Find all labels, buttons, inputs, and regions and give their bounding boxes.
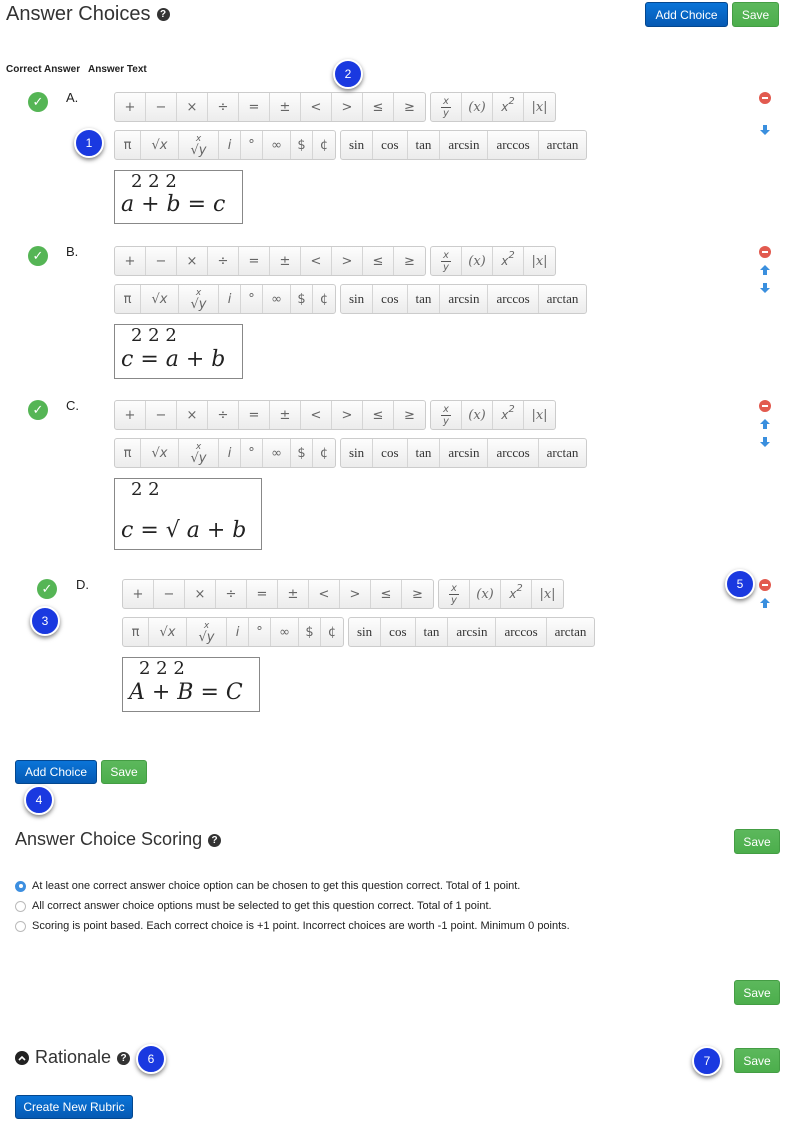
- infinity-button[interactable]: ∞: [263, 131, 291, 159]
- answer-text-input[interactable]: [122, 657, 260, 712]
- math-toolbar-row1: [114, 92, 556, 122]
- help-icon[interactable]: ?: [157, 8, 170, 21]
- function-button[interactable]: tan: [408, 439, 441, 467]
- dollar-button[interactable]: $: [291, 131, 313, 159]
- dollar-button[interactable]: $: [291, 439, 313, 467]
- function-button[interactable]: tan: [408, 131, 441, 159]
- function-button[interactable]: tan: [408, 285, 441, 313]
- frac-bottom: y: [443, 107, 449, 119]
- operator-button[interactable]: =: [239, 93, 270, 121]
- page-title-text: Answer Choices: [6, 3, 151, 25]
- root-index: x: [195, 288, 202, 298]
- frac-bottom: y: [443, 415, 449, 427]
- root-index: x: [195, 442, 202, 452]
- nth-root-button[interactable]: [179, 439, 219, 467]
- operator-button[interactable]: −: [146, 93, 177, 121]
- sqrt-button[interactable]: √x: [141, 285, 179, 313]
- pi-button[interactable]: π: [115, 131, 141, 159]
- sqrt-button[interactable]: √x: [149, 618, 187, 646]
- column-header-correct: Correct Answer: [6, 64, 81, 75]
- absolute-value-button[interactable]: |x|: [531, 407, 548, 423]
- remove-choice-icon[interactable]: [759, 400, 771, 412]
- move-up-icon[interactable]: [759, 597, 771, 609]
- function-button[interactable]: sin: [341, 439, 373, 467]
- function-button[interactable]: arccos: [496, 618, 546, 646]
- fraction-button[interactable]: [431, 93, 462, 121]
- save-button-bottom[interactable]: Save: [101, 760, 147, 784]
- frac-bottom: y: [451, 594, 457, 606]
- scoring-option-label: Scoring is point based. Each correct choice is +1 point. Incorrect choices are worth -1 point. Minimum 0 points.: [32, 920, 570, 932]
- move-up-icon[interactable]: [759, 264, 771, 276]
- function-button[interactable]: arctan: [546, 137, 579, 152]
- fraction-button[interactable]: [439, 580, 470, 608]
- pow-base: x: [501, 254, 509, 268]
- save-button-top[interactable]: Save: [732, 2, 779, 27]
- power-button[interactable]: [493, 247, 524, 275]
- superscripts: 2 2 2: [139, 658, 185, 679]
- infinity-button[interactable]: ∞: [271, 618, 299, 646]
- math-toolbar-row1: [114, 246, 556, 276]
- function-button[interactable]: arctan: [554, 624, 587, 639]
- function-button[interactable]: arccos: [488, 439, 538, 467]
- remove-choice-icon[interactable]: [759, 92, 771, 104]
- function-group: [340, 284, 587, 314]
- operator-button[interactable]: <: [301, 93, 332, 121]
- pow-base: x: [509, 587, 517, 601]
- radio-unselected[interactable]: [15, 921, 26, 932]
- operator-button[interactable]: ±: [270, 93, 301, 121]
- imaginary-button[interactable]: i: [227, 618, 249, 646]
- pow-base: x: [501, 408, 509, 422]
- operator-button[interactable]: ×: [185, 580, 216, 608]
- function-group: [340, 130, 587, 160]
- answer-expression: c = √ a + b: [121, 518, 247, 543]
- math-toolbar-row2: [114, 130, 587, 160]
- math-toolbar-row2: [122, 617, 595, 647]
- function-button[interactable]: cos: [373, 131, 407, 159]
- operator-button[interactable]: ≥: [404, 99, 415, 115]
- rationale-save-button[interactable]: Save: [734, 1048, 780, 1073]
- superscripts: 2 2: [131, 479, 160, 500]
- format-group: [430, 92, 556, 122]
- operator-button[interactable]: ±: [270, 247, 301, 275]
- dollar-button[interactable]: $: [299, 618, 321, 646]
- scoring-option-3[interactable]: [15, 920, 570, 932]
- radio-selected[interactable]: [15, 881, 26, 892]
- callout-badge-3: 3: [30, 606, 60, 636]
- math-toolbar-row2: [114, 284, 587, 314]
- page-title: [6, 3, 170, 26]
- cent-button[interactable]: ¢: [319, 137, 329, 153]
- correct-answer-check-icon[interactable]: ✓: [28, 400, 48, 420]
- scoring-option-2[interactable]: [15, 900, 492, 912]
- pi-button[interactable]: π: [115, 285, 141, 313]
- operator-button[interactable]: +: [123, 580, 154, 608]
- root-body: √y: [198, 630, 215, 645]
- add-choice-button-top[interactable]: Add Choice: [645, 2, 728, 27]
- absolute-value-button[interactable]: |x|: [531, 99, 548, 115]
- pow-exp: 2: [516, 583, 523, 594]
- scoring-option-label: All correct answer choice options must be selected to get this question correct. Total of 1 point.: [32, 900, 492, 912]
- parenthesis-button[interactable]: (x): [462, 93, 493, 121]
- symbol-group: [122, 617, 344, 647]
- power-button[interactable]: [493, 93, 524, 121]
- pi-button[interactable]: π: [115, 439, 141, 467]
- scoring-save-button[interactable]: Save: [734, 829, 780, 854]
- operator-button[interactable]: <: [301, 401, 332, 429]
- scoring-save-button-2[interactable]: Save: [734, 980, 780, 1005]
- dollar-button[interactable]: $: [291, 285, 313, 313]
- degree-button[interactable]: °: [241, 131, 263, 159]
- function-button[interactable]: sin: [341, 285, 373, 313]
- root-body: √y: [190, 143, 207, 158]
- infinity-button[interactable]: ∞: [263, 285, 291, 313]
- operator-button[interactable]: ≥: [404, 407, 415, 423]
- rationale-help-icon[interactable]: ?: [117, 1052, 130, 1065]
- nth-root-button[interactable]: [179, 131, 219, 159]
- operator-button[interactable]: −: [154, 580, 185, 608]
- remove-choice-icon[interactable]: [759, 246, 771, 258]
- superscripts: 2 2 2: [131, 171, 177, 192]
- function-group: [348, 617, 595, 647]
- pow-exp: 2: [508, 96, 515, 107]
- callout-badge-6: 6: [136, 1044, 166, 1074]
- pow-base: x: [501, 100, 509, 114]
- remove-choice-icon[interactable]: [759, 579, 771, 591]
- operator-button[interactable]: ÷: [208, 93, 239, 121]
- parenthesis-button[interactable]: (x): [462, 401, 493, 429]
- operator-button[interactable]: ≤: [371, 580, 402, 608]
- math-toolbar-row2: [114, 438, 587, 468]
- operator-button[interactable]: ±: [270, 401, 301, 429]
- absolute-value-button[interactable]: |x|: [531, 253, 548, 269]
- choice-letter: D.: [76, 577, 89, 592]
- function-button[interactable]: sin: [341, 131, 373, 159]
- callout-badge-4: 4: [24, 785, 54, 815]
- frac-top: x: [451, 582, 457, 594]
- answer-expression: a + b = c: [121, 192, 226, 217]
- math-toolbar-row1: [122, 579, 564, 609]
- operator-button[interactable]: ≤: [363, 247, 394, 275]
- operator-button[interactable]: >: [332, 93, 363, 121]
- nth-root-button[interactable]: [179, 285, 219, 313]
- operator-button[interactable]: ÷: [208, 401, 239, 429]
- operator-button[interactable]: ×: [177, 93, 208, 121]
- frac-bottom: y: [443, 261, 449, 273]
- answer-text-input[interactable]: [114, 170, 243, 224]
- operator-button[interactable]: ×: [177, 401, 208, 429]
- operator-button[interactable]: +: [115, 247, 146, 275]
- choice-letter: C.: [66, 398, 79, 413]
- correct-answer-check-icon[interactable]: ✓: [28, 246, 48, 266]
- function-group: [340, 438, 587, 468]
- fraction-button[interactable]: [431, 247, 462, 275]
- create-rubric-button[interactable]: Create New Rubric: [15, 1095, 133, 1119]
- format-group: [438, 579, 564, 609]
- function-button[interactable]: sin: [349, 618, 381, 646]
- cent-button[interactable]: ¢: [319, 291, 329, 307]
- scoring-option-1[interactable]: [15, 880, 520, 892]
- operator-button[interactable]: ±: [278, 580, 309, 608]
- sqrt-button[interactable]: √x: [141, 439, 179, 467]
- operator-button[interactable]: +: [115, 93, 146, 121]
- scoring-title-text: Answer Choice Scoring: [15, 829, 203, 849]
- callout-badge-7: 7: [692, 1046, 722, 1076]
- function-button[interactable]: cos: [373, 285, 407, 313]
- symbol-group: [114, 438, 336, 468]
- format-group: [430, 400, 556, 430]
- cent-button[interactable]: ¢: [327, 624, 337, 640]
- root-index: x: [195, 134, 202, 144]
- degree-button[interactable]: °: [249, 618, 271, 646]
- frac-top: x: [443, 249, 449, 261]
- function-button[interactable]: tan: [416, 618, 449, 646]
- operator-button[interactable]: ÷: [208, 247, 239, 275]
- function-button[interactable]: arccos: [488, 131, 538, 159]
- pow-exp: 2: [508, 404, 515, 415]
- operator-button[interactable]: >: [332, 401, 363, 429]
- function-button[interactable]: arcsin: [448, 618, 496, 646]
- operator-button[interactable]: ≥: [404, 253, 415, 269]
- function-button[interactable]: arcsin: [440, 131, 488, 159]
- answer-text-input[interactable]: [114, 324, 243, 379]
- move-up-icon[interactable]: [759, 418, 771, 430]
- callout-badge-5: 5: [725, 569, 755, 599]
- move-down-icon[interactable]: [759, 282, 771, 294]
- function-button[interactable]: cos: [373, 439, 407, 467]
- operator-button[interactable]: <: [301, 247, 332, 275]
- operator-group: [122, 579, 434, 609]
- frac-top: x: [443, 403, 449, 415]
- cent-button[interactable]: ¢: [319, 445, 329, 461]
- function-button[interactable]: arcsin: [440, 285, 488, 313]
- symbol-group: [114, 130, 336, 160]
- chevron-up-icon[interactable]: [15, 1051, 29, 1065]
- imaginary-button[interactable]: i: [219, 285, 241, 313]
- operator-group: [114, 92, 426, 122]
- format-group: [430, 246, 556, 276]
- scoring-help-icon[interactable]: ?: [208, 834, 221, 847]
- scoring-title: [15, 829, 221, 850]
- degree-button[interactable]: °: [241, 285, 263, 313]
- absolute-value-button[interactable]: |x|: [539, 586, 556, 602]
- power-button[interactable]: [493, 401, 524, 429]
- operator-button[interactable]: −: [146, 401, 177, 429]
- operator-button[interactable]: ≤: [363, 93, 394, 121]
- symbol-group: [114, 284, 336, 314]
- rationale-header[interactable]: [15, 1047, 130, 1068]
- parenthesis-button[interactable]: (x): [462, 247, 493, 275]
- root-body: √y: [190, 297, 207, 312]
- operator-button[interactable]: +: [115, 401, 146, 429]
- callout-badge-2: 2: [333, 59, 363, 89]
- operator-button[interactable]: −: [146, 247, 177, 275]
- move-down-icon[interactable]: [759, 124, 771, 136]
- operator-button[interactable]: =: [239, 247, 270, 275]
- infinity-button[interactable]: ∞: [263, 439, 291, 467]
- correct-answer-check-icon[interactable]: ✓: [28, 92, 48, 112]
- operator-button[interactable]: <: [309, 580, 340, 608]
- power-button[interactable]: [501, 580, 532, 608]
- operator-button[interactable]: ≤: [363, 401, 394, 429]
- correct-answer-check-icon[interactable]: ✓: [37, 579, 57, 599]
- move-down-icon[interactable]: [759, 436, 771, 448]
- fraction-button[interactable]: [431, 401, 462, 429]
- pi-button[interactable]: π: [123, 618, 149, 646]
- function-button[interactable]: cos: [381, 618, 415, 646]
- function-button[interactable]: arcsin: [440, 439, 488, 467]
- operator-button[interactable]: >: [332, 247, 363, 275]
- parenthesis-button[interactable]: (x): [470, 580, 501, 608]
- root-body: √y: [190, 451, 207, 466]
- answer-expression: c = a + b: [121, 347, 226, 372]
- root-index: x: [203, 621, 210, 631]
- operator-group: [114, 400, 426, 430]
- pow-exp: 2: [508, 250, 515, 261]
- imaginary-button[interactable]: i: [219, 131, 241, 159]
- answer-expression: A + B = C: [129, 680, 243, 705]
- operator-button[interactable]: >: [340, 580, 371, 608]
- callout-badge-1: 1: [74, 128, 104, 158]
- operator-button[interactable]: ×: [177, 247, 208, 275]
- choice-letter: A.: [66, 90, 79, 105]
- sqrt-button[interactable]: √x: [141, 131, 179, 159]
- operator-button[interactable]: =: [247, 580, 278, 608]
- operator-button[interactable]: =: [239, 401, 270, 429]
- choice-letter: B.: [66, 244, 79, 259]
- operator-button[interactable]: ÷: [216, 580, 247, 608]
- operator-button[interactable]: ≥: [412, 586, 423, 602]
- rationale-title: Rationale: [35, 1047, 112, 1067]
- function-button[interactable]: arctan: [546, 291, 579, 306]
- imaginary-button[interactable]: i: [219, 439, 241, 467]
- function-button[interactable]: arccos: [488, 285, 538, 313]
- column-header-text: Answer Text: [88, 64, 147, 75]
- function-button[interactable]: arctan: [546, 445, 579, 460]
- superscripts: 2 2 2: [131, 325, 177, 346]
- nth-root-button[interactable]: [187, 618, 227, 646]
- degree-button[interactable]: °: [241, 439, 263, 467]
- answer-text-input[interactable]: [114, 478, 262, 550]
- radio-unselected[interactable]: [15, 901, 26, 912]
- operator-group: [114, 246, 426, 276]
- add-choice-button-bottom[interactable]: Add Choice: [15, 760, 97, 784]
- frac-top: x: [443, 95, 449, 107]
- scoring-option-label: At least one correct answer choice option can be chosen to get this question correct. Total of 1 point.: [32, 880, 521, 892]
- math-toolbar-row1: [114, 400, 556, 430]
